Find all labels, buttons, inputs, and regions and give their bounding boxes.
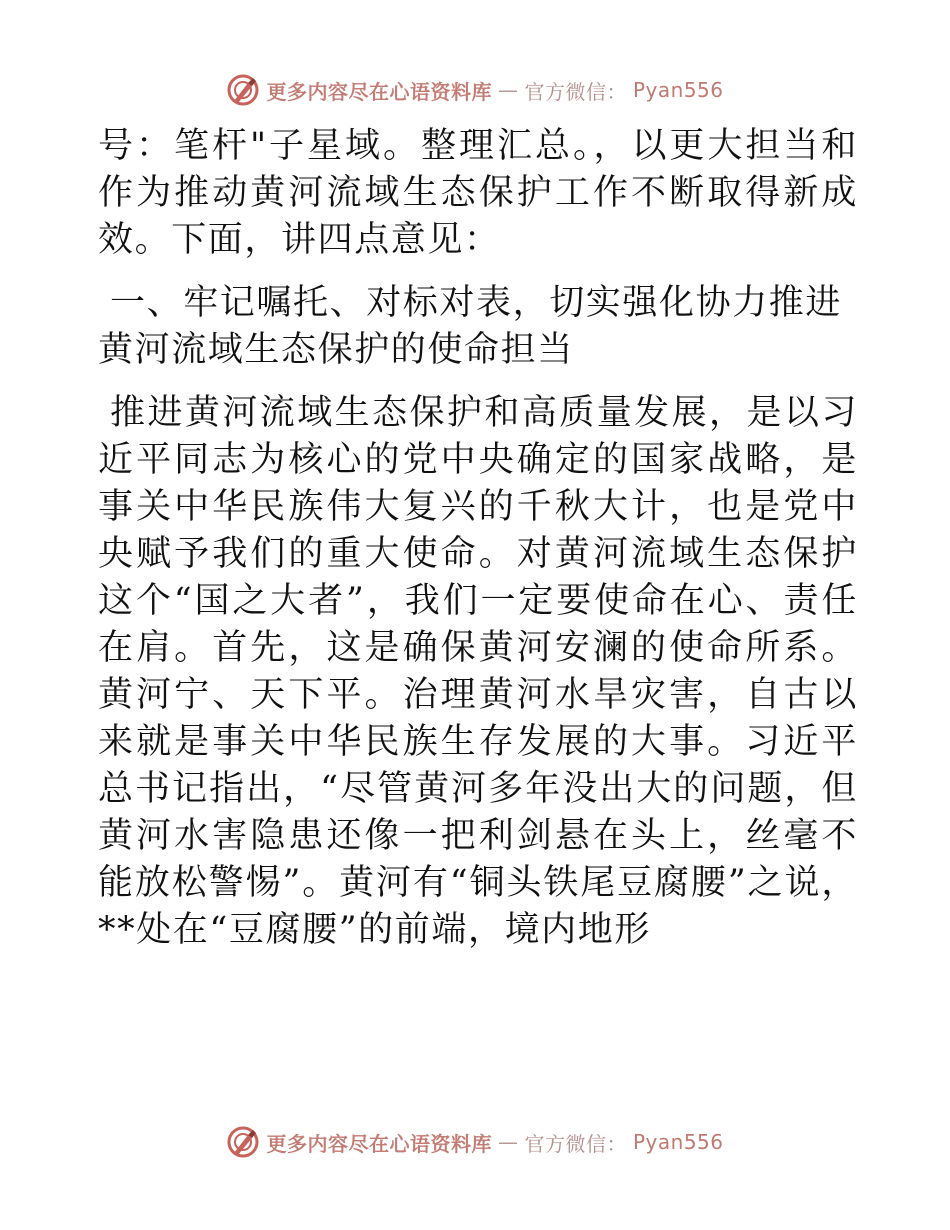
body-paragraph: 推进黄河流域生态保护和高质量发展，是以习近平同志为核心的党中央确定的国家战略，是事关中华民族伟大复兴的千秋大计，也是党中央赋予我们的重大使命。对黄河流域生态保护这个“国之大者”，我们一定要使命在心、责任在肩。首先，这是确保黄河安澜的使命所系。黄河宁、天下平。治理黄河水旱灾害，自古以来就是事关中华民族生存发展的大事。习近平总书记指出，“尽管黄河多年没出大的问题，但黄河水害隐患还像一把利剑悬在头上，丝毫不能放松警惕”。黄河有“铜头铁尾豆腐腰”之说，**处在“豆腐腰”的前端，境内地形 (98, 393, 858, 950)
footer-separator: — (497, 1130, 519, 1154)
header-wechat-id: Pyan556 (632, 78, 724, 102)
header-separator: — (497, 78, 519, 102)
intro-paragraph: 号：笔杆"子星域。整理汇总。，以更大担当和作为推动黄河流域生态保护工作不断取得新成效。下面，讲四点意见： (98, 126, 858, 260)
footer-brand-text: 更多内容尽在心语资料库 (266, 1131, 492, 1156)
header-wechat-label: 官方微信： (524, 79, 627, 104)
footer-wechat-label: 官方微信： (524, 1131, 627, 1156)
footer-banner (0, 1122, 950, 1162)
pen-logo-icon (226, 1125, 260, 1159)
header-banner (0, 70, 950, 110)
section-heading: 一、牢记嘱托、对标对表，切实强化协力推进黄河流域生态保护的使命担当 (98, 283, 843, 370)
footer-wechat-id: Pyan556 (632, 1130, 724, 1154)
header-brand-text: 更多内容尽在心语资料库 (266, 79, 492, 104)
pen-logo-icon (226, 73, 260, 107)
document-body (98, 123, 858, 954)
